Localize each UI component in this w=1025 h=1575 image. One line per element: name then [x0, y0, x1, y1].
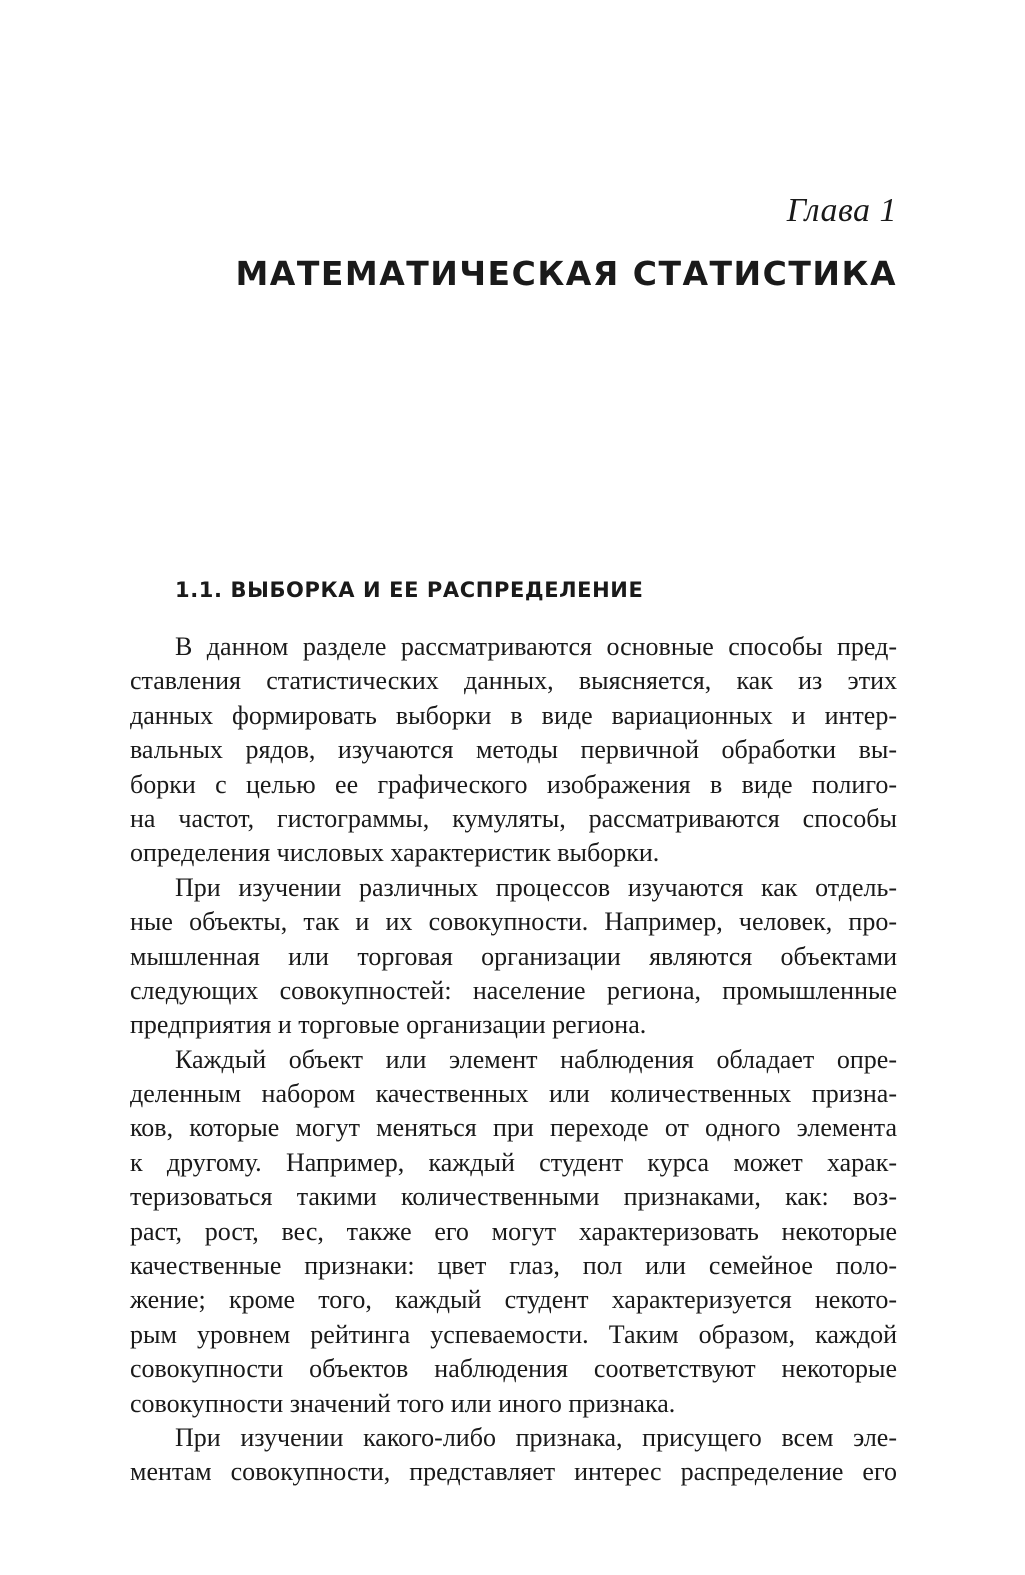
text-line: жение; кроме того, каждый студент характеризуется некото- [130, 1285, 897, 1315]
chapter-title: МАТЕМАТИЧЕСКАЯ СТАТИСТИКА [235, 254, 897, 293]
text-line: на частот, гистограммы, кумуляты, рассматриваются способы [130, 803, 897, 833]
text-line: совокупности значений того или иного признака. [130, 1388, 676, 1418]
paragraph [130, 1043, 897, 1421]
text-line: ментам совокупности, представляет интерес распределение его [130, 1457, 897, 1487]
text-line: следующих совокупностей: население региона, промышленные [130, 975, 897, 1005]
text-line: Каждый объект или элемент наблюдения обладает опре- [175, 1044, 897, 1074]
text-line: При изучении какого-либо признака, присущего всем эле- [175, 1422, 897, 1452]
text-line: теризоваться такими количественными признаками, как: воз- [130, 1182, 897, 1212]
body-text [130, 630, 897, 1490]
text-line: к другому. Например, каждый студент курса может харак- [130, 1147, 897, 1177]
text-line: предприятия и торговые организации региона. [130, 1010, 647, 1040]
text-line: совокупности объектов наблюдения соответствуют некоторые [130, 1354, 897, 1384]
text-line: В данном разделе рассматриваются основные способы пред- [175, 632, 897, 661]
paragraph [130, 630, 897, 871]
paragraph [130, 1421, 897, 1490]
section-heading: 1.1. ВЫБОРКА И ЕЕ РАСПРЕДЕЛЕНИЕ [175, 578, 644, 602]
text-line: качественные признаки: цвет глаз, пол или семейное поло- [130, 1251, 897, 1281]
paragraph [130, 871, 897, 1043]
text-line: ные объекты, так и их совокупности. Например, человек, про- [130, 907, 897, 937]
text-line: определения числовых характеристик выборки. [130, 838, 660, 868]
text-line: деленным набором качественных или количественных призна- [130, 1079, 897, 1109]
text-line: ставления статистических данных, выясняется, как из этих [130, 666, 897, 696]
text-line: данных формировать выборки в виде вариационных и интер- [130, 700, 897, 730]
text-line: вальных рядов, изучаются методы первичной обработки вы- [130, 735, 897, 765]
text-line: мышленная или торговая организации являются объектами [130, 941, 897, 971]
text-line: рым уровнем рейтинга успеваемости. Таким образом, каждой [130, 1319, 897, 1349]
text-line: раст, рост, вес, также его могут характеризовать некоторые [130, 1216, 897, 1246]
text-line: ков, которые могут меняться при переходе от одного элемента [130, 1113, 897, 1143]
chapter-label: Глава 1 [786, 192, 897, 229]
text-line: При изучении различных процессов изучаются как отдель- [175, 872, 897, 902]
text-line: борки с целью ее графического изображения в виде полиго- [130, 769, 897, 799]
